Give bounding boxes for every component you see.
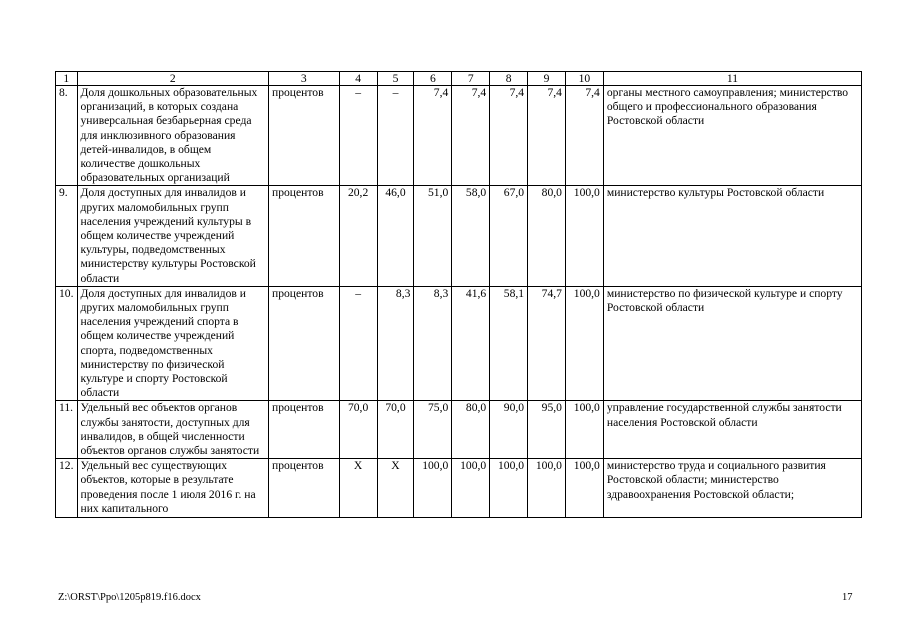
value-2017: 80,0	[452, 401, 490, 459]
unit: процентов	[269, 86, 340, 186]
responsible: министерство культуры Ростовской области	[603, 186, 861, 286]
column-number: 5	[377, 72, 414, 86]
value-2017: 7,4	[452, 86, 490, 186]
value-2014: –	[339, 86, 377, 186]
value-2015: Х	[377, 459, 414, 518]
column-number: 10	[565, 72, 603, 86]
value-2019: 74,7	[528, 286, 566, 401]
unit: процентов	[269, 286, 340, 401]
value-2020: 100,0	[565, 401, 603, 459]
row-number: 10.	[56, 286, 78, 401]
value-2016: 100,0	[414, 459, 452, 518]
value-2020: 7,4	[565, 86, 603, 186]
value-2016: 75,0	[414, 401, 452, 459]
value-2014: 20,2	[339, 186, 377, 286]
unit: процентов	[269, 186, 340, 286]
row-number: 9.	[56, 186, 78, 286]
unit: процентов	[269, 401, 340, 459]
responsible: министерство труда и социального развития Ростовской области; министерство здравоохранения Ростовской области;	[603, 459, 861, 518]
responsible: органы местного самоуправления; министерство общего и профессионального образования Ростовской области	[603, 86, 861, 186]
value-2016: 51,0	[414, 186, 452, 286]
table-row	[56, 286, 862, 401]
indicator-name: Доля доступных для инвалидов и других маломобильных групп населения учреждений культуры в общем количестве учреждений культуры, подведомственных министерству культуры Ростовской области	[77, 186, 269, 286]
value-2017: 58,0	[452, 186, 490, 286]
indicator-name	[77, 459, 269, 518]
value-2015: –	[377, 86, 414, 186]
value-2015: 46,0	[377, 186, 414, 286]
value-2019: 7,4	[528, 86, 566, 186]
value-2014: Х	[339, 459, 377, 518]
value-2019: 100,0	[528, 459, 566, 518]
value-2020: 100,0	[565, 286, 603, 401]
table-row	[56, 186, 862, 286]
value-2017: 41,6	[452, 286, 490, 401]
value-2018: 7,4	[490, 86, 528, 186]
value-2018: 58,1	[490, 286, 528, 401]
value-2014: 70,0	[339, 401, 377, 459]
indicator-name: Доля доступных для инвалидов и других маломобильных групп населения учреждений спорта в общем количестве учреждений спорта, подведомственных министерству по физической культуре и спорту Ростовской области	[77, 286, 269, 401]
value-2019: 95,0	[528, 401, 566, 459]
value-2018: 100,0	[490, 459, 528, 518]
column-number: 9	[528, 72, 566, 86]
column-number: 4	[339, 72, 377, 86]
indicator-name: Доля дошкольных образовательных организаций, в которых создана универсальная безбарьерная среда для инклюзивного образования детей-инвалидов, в общем количестве дошкольных образовательных организаций	[77, 86, 269, 186]
footer-file-path: Z:\ORST\Ppo\1205p819.f16.docx	[58, 592, 201, 603]
value-2018: 90,0	[490, 401, 528, 459]
column-number: 8	[490, 72, 528, 86]
column-number: 3	[269, 72, 340, 86]
page-number: 17	[842, 592, 853, 603]
value-2020: 100,0	[565, 459, 603, 518]
table-row	[56, 86, 862, 186]
indicator-name: Удельный вес объектов органов службы занятости, доступных для инвалидов, в общей численности объектов органов службы занятости	[77, 401, 269, 459]
responsible: министерство по физической культуре и спорту Ростовской области	[603, 286, 861, 401]
row-number: 8.	[56, 86, 78, 186]
column-number: 11	[603, 72, 861, 86]
column-number: 6	[414, 72, 452, 86]
table-row	[56, 401, 862, 459]
value-2017: 100,0	[452, 459, 490, 518]
indicator-name-text: Удельный вес существующих объектов, которые в результате проведения после 1 июля 2016 г. на них капитального	[80, 459, 256, 515]
indicators-table	[55, 71, 862, 518]
value-2020: 100,0	[565, 186, 603, 286]
value-2016: 8,3	[414, 286, 452, 401]
row-number: 11.	[56, 401, 78, 459]
column-number: 2	[77, 72, 269, 86]
value-2018: 67,0	[490, 186, 528, 286]
value-2016: 7,4	[414, 86, 452, 186]
responsible: управление государственной службы занятости населения Ростовской области	[603, 401, 861, 459]
value-2019: 80,0	[528, 186, 566, 286]
unit: процентов	[269, 459, 340, 518]
row-number: 12.	[56, 459, 78, 518]
column-number: 1	[56, 72, 78, 86]
value-2014: –	[339, 286, 377, 401]
table-row	[56, 459, 862, 518]
value-2015: 8,3	[377, 286, 414, 401]
column-number: 7	[452, 72, 490, 86]
value-2015: 70,0	[377, 401, 414, 459]
column-number-row	[56, 72, 862, 86]
